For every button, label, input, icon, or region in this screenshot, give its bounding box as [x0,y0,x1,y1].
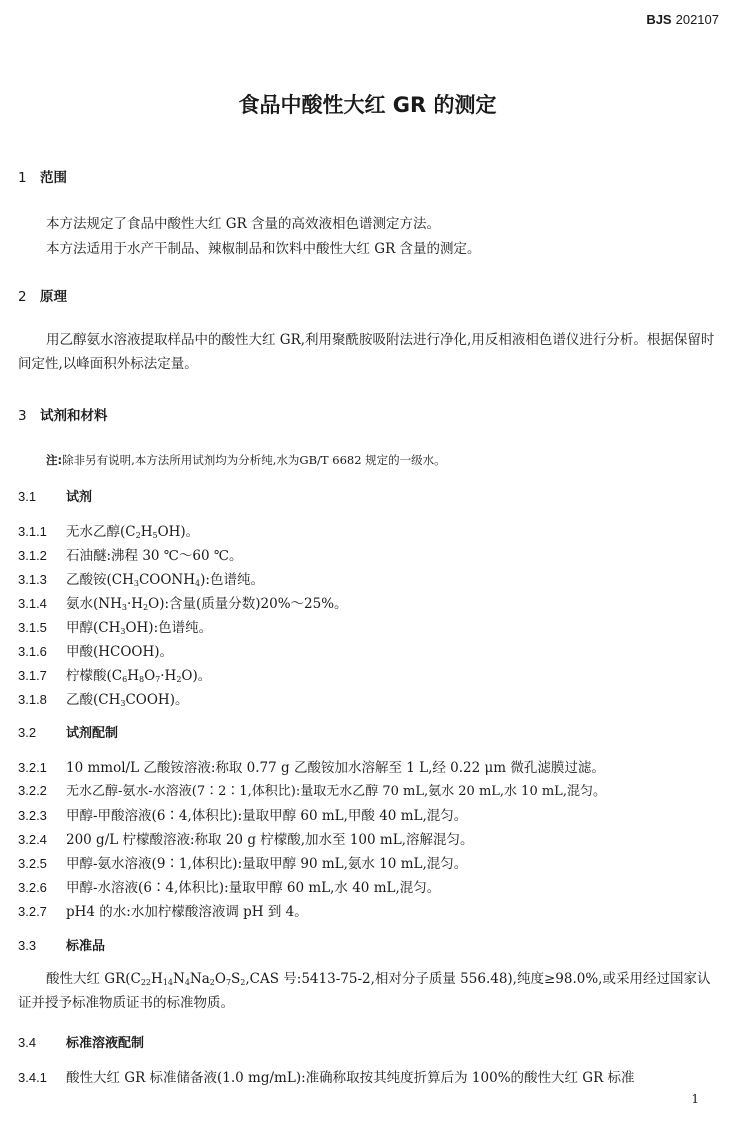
section-3-1-heading: 3.1 试剂 [18,489,93,505]
section-3-2-heading: 3.2 试剂配制 [18,725,119,741]
page-number: 1 [691,1092,699,1106]
list-item: 3.2.2 无水乙醇-氨水-水溶液(7∶2∶1,体积比):量取无水乙醇 70 mL,氨水 20 mL,水 10 mL,混匀。 [18,783,606,799]
list-item: 3.2.5 甲醇-氨水溶液(9∶1,体积比):量取甲醇 90 mL,氨水 10 mL,混匀。 [18,856,468,872]
list-item: 3.1.2 石油醚:沸程 30 ℃～60 ℃。 [18,548,243,564]
list-item: 3.2.6 甲醇-水溶液(6∶4,体积比):量取甲醇 60 mL,水 40 mL,混匀。 [18,880,441,896]
document-title: 食品中酸性大红 GR 的测定 [238,93,497,117]
list-item: 3.4.1 酸性大红 GR 标准储备液(1.0 mg/mL):准确称取按其纯度折算后为 100%的酸性大红 GR 标准 [18,1070,635,1086]
list-item: 3.2.1 10 mmol/L 乙酸铵溶液:称取 0.77 g 乙酸铵加水溶解至 1 L,经 0.22 μm 微孔滤膜过滤。 [18,760,605,776]
list-item: 3.2.7 pH4 的水:水加柠檬酸溶液调 pH 到 4。 [18,904,308,920]
scope-line-2: 本方法适用于水产干制品、辣椒制品和饮料中酸性大红 GR 含量的测定。 [46,241,481,257]
section-3-4-heading: 3.4 标准溶液配制 [18,1035,145,1051]
document-code: BJS 202107 [646,12,719,27]
list-item: 3.1.5 甲醇$(CH_3OH)$:色谱纯。 [18,620,213,636]
section-3-heading: 3 试剂和材料 [18,408,108,424]
section-3-3-heading: 3.3 标准品 [18,938,106,954]
scope-line-1: 本方法规定了食品中酸性大红 GR 含量的高效液相色谱测定方法。 [46,216,441,232]
reagent-note: 注:除非另有说明,本方法所用试剂均为分析纯,水为GB/T 6682 规定的一级水。 [46,453,446,467]
standard-paragraph: 酸性大红 $GR(C_{22}H_{14}N_4Na_2O_7S_2,CAS$ 号:5413-75-2,相对分子质量 556.48),纯度≥98.0%,或采用经过国家认证并授予标准物质证书的标准物质。 [18,971,711,1011]
section-2-heading: 2 原理 [18,289,67,305]
list-item: 3.1.3 乙酸铵$(CH_3COONH_4)$:色谱纯。 [18,572,264,588]
list-item: 3.2.3 甲醇-甲酸溶液(6∶4,体积比):量取甲醇 60 mL,甲酸 40 mL,混匀。 [18,808,468,824]
list-item: 3.2.4 200 g/L 柠檬酸溶液:称取 20 g 柠檬酸,加水至 100 mL,溶解混匀。 [18,832,474,848]
list-item: 3.1.1 无水乙醇$(C_2H_5OH)$。 [18,524,200,540]
section-1-heading: 1 范围 [18,170,67,186]
list-item: 3.1.6 甲酸(HCOOH)。 [18,644,174,660]
principle-paragraph: 用乙醇氨水溶液提取样品中的酸性大红 GR,利用聚酰胺吸附法进行净化,用反相液相色谱仪进行分析。根据保留时间定性,以峰面积外标法定量。 [18,332,715,372]
list-item: 3.1.7 柠檬酸$(C_6H_8O_7\cdot H_2O)$。 [18,668,212,684]
list-item: 3.1.4 氨水$(NH_3\cdot H_2O)$:含量(质量分数)20%～25%。 [18,596,348,612]
list-item: 3.1.8 乙酸$(CH_3COOH)$。 [18,692,189,708]
